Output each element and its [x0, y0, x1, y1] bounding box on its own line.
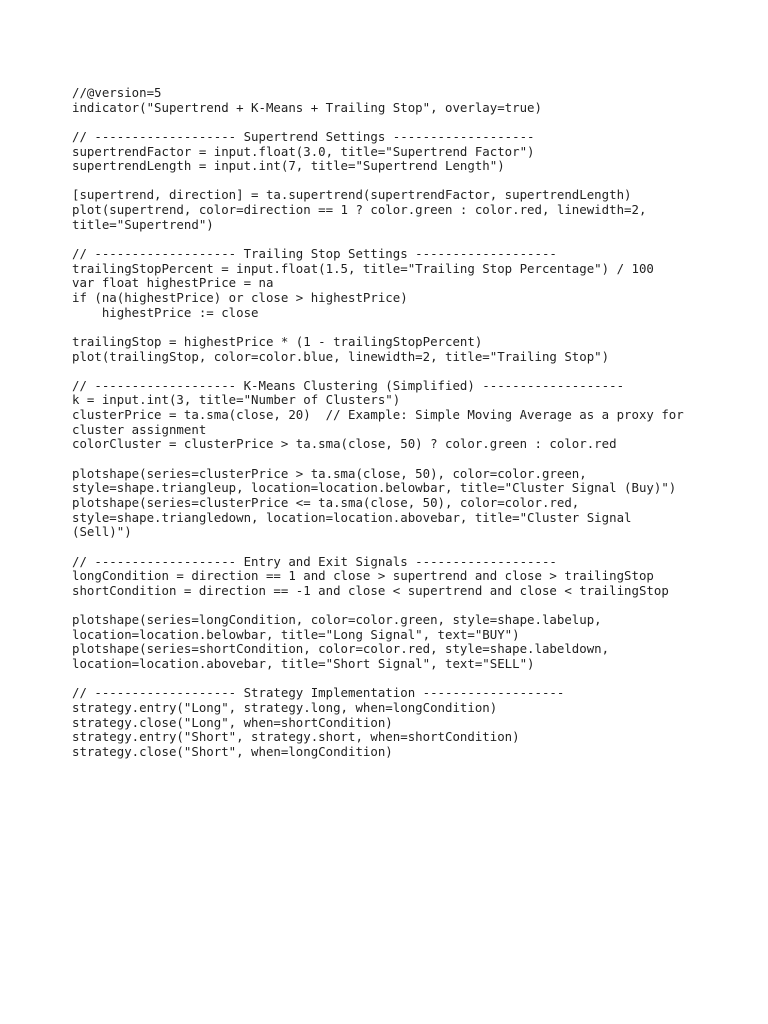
code-line: // ------------------- Supertrend Settings ------------------- — [72, 128, 535, 144]
code-document — [72, 86, 712, 759]
code-line: plot(trailingStop, color=color.blue, linewidth=2, title="Trailing Stop") — [72, 348, 610, 364]
code-line — [72, 672, 712, 687]
code-line: location=location.abovebar, title="Short Signal", text="SELL") — [72, 655, 535, 671]
code-line: [supertrend, direction] = ta.supertrend(supertrendFactor, supertrendLength) — [72, 187, 632, 203]
code-line: strategy.entry("Long", strategy.long, when=longCondition) — [72, 699, 498, 715]
code-line: // ------------------- Entry and Exit Signals ------------------- — [72, 553, 557, 569]
code-line: clusterPrice = ta.sma(close, 20) // Example: Simple Moving Average as a proxy for — [72, 407, 684, 423]
code-line: supertrendFactor = input.float(3.0, title="Supertrend Factor") — [72, 143, 535, 159]
code-line: trailingStopPercent = input.float(1.5, title="Trailing Stop Percentage") / 100 — [72, 260, 654, 276]
code-line: plot(supertrend, color=direction == 1 ? color.green : color.red, linewidth=2, — [72, 202, 647, 218]
code-line: //@version=5 — [72, 85, 162, 100]
code-line: indicator("Supertrend + K-Means + Trailing Stop", overlay=true) — [72, 99, 542, 115]
code-line: location=location.belowbar, title="Long Signal", text="BUY") — [72, 626, 520, 642]
code-line: trailingStop = highestPrice * (1 - trailingStopPercent) — [72, 333, 483, 349]
code-line: plotshape(series=clusterPrice > ta.sma(close, 50), color=color.green, — [72, 465, 587, 481]
code-line: style=shape.triangleup, location=location.belowbar, title="Cluster Signal (Buy)") — [72, 480, 677, 496]
code-line — [72, 174, 712, 189]
code-line — [72, 320, 712, 335]
code-line: strategy.close("Long", when=shortCondition) — [72, 714, 393, 730]
code-line — [72, 232, 712, 247]
code-line: style=shape.triangledown, location=location.abovebar, title="Cluster Signal — [72, 509, 632, 525]
code-line — [72, 540, 712, 555]
code-line: if (na(highestPrice) or close > highestPrice) — [72, 289, 408, 305]
code-line: plotshape(series=longCondition, color=color.green, style=shape.labelup, — [72, 612, 602, 628]
code-line: plotshape(series=shortCondition, color=color.red, style=shape.labeldown, — [72, 641, 610, 657]
code-line: k = input.int(3, title="Number of Clusters") — [72, 392, 401, 408]
code-line: plotshape(series=clusterPrice <= ta.sma(close, 50), color=color.red, — [72, 494, 580, 510]
code-line: cluster assignment — [72, 421, 207, 437]
code-line — [72, 452, 712, 467]
code-line: supertrendLength = input.int(7, title="Supertrend Length") — [72, 158, 505, 174]
code-line: colorCluster = clusterPrice > ta.sma(close, 50) ? color.green : color.red — [72, 436, 617, 452]
code-line: title="Supertrend") — [72, 216, 214, 232]
code-line: // ------------------- Strategy Implementation ------------------- — [72, 685, 565, 701]
code-line — [72, 598, 712, 613]
code-line: // ------------------- Trailing Stop Settings ------------------- — [72, 246, 557, 262]
code-line: highestPrice := close — [72, 304, 259, 320]
code-line — [72, 115, 712, 130]
code-line: (Sell)") — [72, 524, 132, 540]
code-line: longCondition = direction == 1 and close > supertrend and close > trailingStop — [72, 568, 654, 584]
code-line: var float highestPrice = na — [72, 275, 274, 291]
code-line: strategy.entry("Short", strategy.short, when=shortCondition) — [72, 729, 520, 745]
code-line: strategy.close("Short", when=longCondition) — [72, 743, 393, 759]
code-line — [72, 364, 712, 379]
code-line: // ------------------- K-Means Clustering (Simplified) ------------------- — [72, 377, 625, 393]
code-line: shortCondition = direction == -1 and close < supertrend and close < trailingStop — [72, 582, 669, 598]
